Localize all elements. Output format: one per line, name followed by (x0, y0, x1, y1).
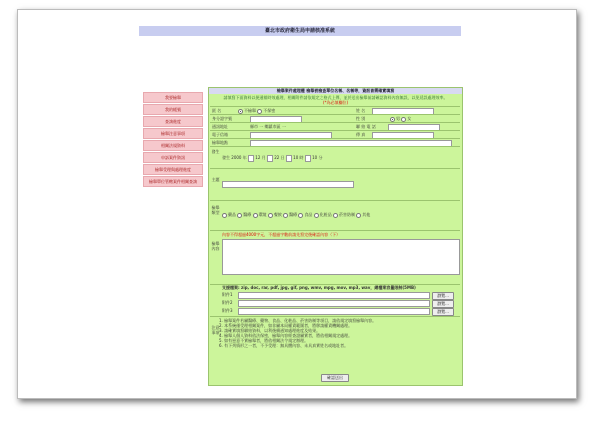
anon-radio-group (238, 107, 275, 114)
notes-label: 注意事項 (211, 325, 220, 335)
page-container (139, 26, 461, 384)
select-box[interactable] (248, 155, 254, 162)
radio-icon[interactable] (333, 213, 338, 218)
attach-title: 支援檔案: zip, doc, rar, pdf, jpg, gif, png, wmv, mpg, mov, mp3, wav，總檔案容量限制(5MB) (222, 285, 416, 290)
note-item: 3. 請確實填寫聯絡資料，以利後續通知處理進度及結果。 (219, 328, 321, 333)
select-box[interactable] (305, 155, 311, 162)
phone-label: 聯 絡 電 話 (356, 124, 376, 129)
radio-icon[interactable] (298, 213, 303, 218)
browse-button[interactable]: 瀏覽... (432, 300, 454, 308)
radio-icon[interactable] (268, 213, 273, 218)
category-option: 菸害防制 (338, 212, 355, 217)
menu-item[interactable]: 檢舉單位管轄案件相關查詢 (143, 176, 203, 187)
note-item: 5. 如有惡意不實檢舉者，將依相關法令規定辦理。 (219, 338, 309, 343)
form-heading: 檢舉案件處理權 檢舉被檢查單位名稱、名稱等，資訊皆需確實填寫 (209, 88, 462, 94)
datetime-label: 發生 (211, 149, 220, 154)
datetime-selects[interactable] (222, 154, 322, 162)
subject-input[interactable] (222, 181, 354, 188)
row-content (210, 230, 460, 285)
anon-option: 不保密 (263, 108, 276, 113)
note-item: 4. 檢舉人個人資料依法保密，檢舉內容經查證屬實者，將依相關規定處理。 (219, 333, 353, 338)
minute-select[interactable]: 10 分 (312, 155, 323, 160)
radio-icon[interactable] (222, 213, 227, 218)
anon-option: 不檢舉 (244, 108, 256, 113)
anon-label: 匿 名 (212, 108, 222, 113)
content-hint: 內容不得超過4000字元，不超過字數前請先寫完後確認內容（下） (222, 232, 341, 237)
category-option: 藥品 (228, 212, 236, 217)
radio-icon[interactable] (283, 213, 288, 218)
row-notes (210, 316, 460, 353)
attach-input[interactable] (238, 308, 430, 315)
address-label: 通訊地址 (212, 124, 228, 129)
notes-list (219, 318, 376, 348)
radio-icon[interactable] (238, 109, 243, 114)
category-option: 其他 (362, 212, 371, 217)
gender-option: 女 (407, 116, 412, 121)
gender-option: 男 (396, 116, 400, 121)
menu-item[interactable]: 檢舉注意事項 (143, 128, 203, 139)
radio-icon[interactable] (401, 117, 406, 122)
category-label: 檢舉類型 (211, 205, 220, 215)
gender-radio-group (390, 115, 411, 122)
content-label: 檢舉內容 (211, 241, 220, 251)
attach-input[interactable] (238, 292, 430, 299)
browse-button[interactable]: 瀏覽... (432, 308, 454, 316)
category-option: 醫療 (243, 212, 252, 217)
radio-icon[interactable] (257, 109, 262, 114)
menu-item[interactable]: 查詢進度 (143, 116, 203, 127)
email-label: 電子信箱 (212, 132, 228, 137)
report-form (208, 87, 463, 386)
year-select[interactable]: 發生 2000 年 (222, 155, 247, 160)
browse-button[interactable]: 瀏覽... (432, 292, 454, 300)
menu-item[interactable]: 申訴案件資訊 (143, 152, 203, 163)
gender-label: 性 別 (356, 116, 366, 121)
radio-icon[interactable] (356, 213, 361, 218)
menu-item[interactable]: 我要檢舉 (143, 92, 203, 103)
intro-text: 請填寫下面資料以便通報時效處理，相關附件請依規定之格式上傳，並於送出檢舉前請確認資料內容無誤，以免延誤處理效率。 (223, 95, 448, 100)
row-subject (210, 168, 460, 201)
fax-label: 傳 真 (356, 132, 366, 137)
content-textarea[interactable] (222, 239, 460, 275)
hour-select[interactable]: 10 時 (293, 155, 304, 160)
menu-item[interactable]: 我的帳號 (143, 104, 203, 115)
month-select[interactable]: 12 月 (255, 155, 266, 160)
attach-label: 附件3 (222, 308, 233, 313)
radio-icon[interactable] (314, 213, 319, 218)
category-option: 環境 (258, 212, 267, 217)
note-item: 2. 本系統僅受理相關案件，如非屬本局權責範圍者，將移請權責機關處理。 (219, 323, 353, 328)
radio-icon[interactable] (237, 213, 242, 218)
row-attachments (210, 284, 460, 317)
day-select[interactable]: 22 日 (274, 155, 285, 160)
category-option: 化粧品 (319, 212, 332, 217)
select-box[interactable] (286, 155, 292, 162)
attach-label: 附件1 (222, 292, 233, 297)
intro-required-note: (*為必填欄位) (322, 100, 349, 105)
category-option: 餐飲 (273, 212, 282, 217)
row-category (210, 200, 460, 231)
radio-icon[interactable] (253, 213, 258, 218)
radio-icon[interactable] (390, 117, 395, 122)
menu-item[interactable]: 相關法規資料 (143, 140, 203, 151)
category-radio-group (222, 211, 370, 218)
select-box[interactable] (267, 155, 273, 162)
submit-button[interactable]: 確認送出 (321, 374, 349, 382)
menu-item[interactable]: 檢舉受理與處理進度 (143, 164, 203, 175)
note-item: 1. 檢舉案件若屬醫療、藥物、食品、化粧品、菸害防制等項目，請依規定填寫檢舉內容。 (219, 318, 377, 323)
location-label: 檢舉地點 (212, 140, 228, 145)
subject-label: 主題 (211, 177, 220, 182)
form-intro (209, 94, 462, 106)
row-datetime (210, 146, 460, 169)
idno-label: 身分證字號 (212, 116, 232, 121)
category-option: 醫療 (289, 212, 298, 217)
attach-label: 附件2 (222, 300, 233, 305)
address-select[interactable]: 縣市 一 鄉鎮市區 一 (250, 124, 286, 129)
side-menu (143, 92, 203, 188)
note-item: 6. 有下列情形之一者，不予受理：無具體內容、未具真實姓名或地址者。 (219, 343, 349, 348)
attach-input[interactable] (238, 300, 430, 307)
category-option: 食品 (304, 212, 313, 217)
name-label: 姓 名 (356, 108, 366, 113)
page-title: 臺北市政府衛生局申請核准系統 (139, 26, 461, 36)
